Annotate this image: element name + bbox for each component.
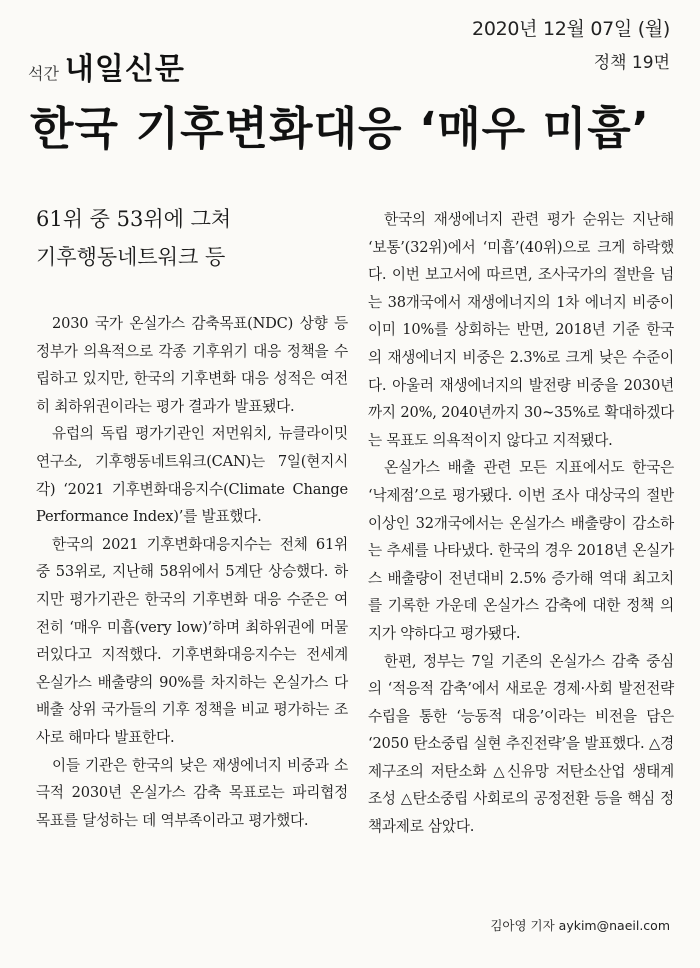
paragraph: 이들 기관은 한국의 낮은 재생에너지 비중과 소극적 2030년 온실가스 감축 목표로는 파리협정 목표를 달성하는 데 역부족이라고 평가했다. [36,756,348,829]
subheadline-line-2: 기후행동네트워크 등 [36,245,226,269]
byline: 김아영 기자 aykim@naeil.com [490,918,670,933]
paragraph: 한국의 재생에너지 관련 평가 순위는 지난해 ‘보통’(32위)에서 ‘미흡’(40위)으로 크게 하락했다. 이번 보고서에 따르면, 조사국가의 절반을 넘는 38개국에서 재생에너지의 1차 에너지 비중이 이미 10%를 상회하는 반면, 2018년 기준 한국의 재생에너지 비중은 2.3%로 크게 낮은 수준이다. 아울러 재생에너지의 발전량 비중을 2030년까지 20%, 2040년까지 30~35%로 확대하겠다는 목표도 의욕적이지 않다고 지적됐다. [368,211,674,449]
headline: 한국 기후변화대응 ‘매우 미흡’ [30,102,650,155]
masthead [28,44,185,88]
subheadline-line-1: 61위 중 53위에 그쳐 [36,207,232,231]
paragraph: 온실가스 배출 관련 모든 지표에서도 한국은 ‘낙제점’으로 평가됐다. 이번 조사 대상국의 절반 이상인 32개국에서는 온실가스 배출량이 감소하는 추세를 나타냈다. 한국의 경우 2018년 온실가스 배출량이 전년대비 2.5% 증가해 역대 최고치를 기록한 가운데 온실가스 감축에 대한 정책 의지가 약하다고 평가됐다. [368,459,674,642]
paragraph: 한국의 2021 기후변화대응지수는 전체 61위 중 53위로, 지난해 58위에서 5계단 상승했다. 하지만 평가기관은 한국의 기후변화 대응 수준은 여전히 ‘매우 미흡(very low)’하며 최하위권에 머물러있다고 지적했다. 기후변화대응지수는 전세계 온실가스 배출량의 90%를 차지하는 온실가스 다배출 상위 국가들의 기후 정책을 비교 평가하는 조사로 해마다 발표한다. [36,535,348,746]
subheadline [36,200,348,276]
edition-label: 석간 [28,64,59,83]
paragraph: 유럽의 독립 평가기관인 저먼워치, 뉴클라이밋연구소, 기후행동네트워크(CAN)는 7일(현지시각) ‘2021 기후변화대응지수(Climate Change Performance Index)’를 발표했다. [36,425,348,526]
newspaper-name: 내일신문 [64,52,185,87]
section-page: 정책 19면 [593,53,670,73]
paragraph: 2030 국가 온실가스 감축목표(NDC) 상향 등 정부가 의욕적으로 각종 기후위기 대응 정책을 수립하고 있지만, 한국의 기후변화 대응 성적은 여전히 최하위권이라는 평가 결과가 발표됐다. [36,315,348,415]
paragraph: 한편, 정부는 7일 기존의 온실가스 감축 중심의 ‘적응적 감축’에서 새로운 경제·사회 발전전략 수립을 통한 ‘능동적 대응’이라는 비전을 담은 ‘2050 탄소중립 실현 추진전략’을 발표했다. △경제구조의 저탄소화 △신유망 저탄소산업 생태계 조성 △탄소중립 사회로의 공정전환 등을 핵심 정책과제로 삼았다. [368,652,674,836]
article-column-left [36,310,348,834]
article-column-right [368,206,674,841]
publication-date: 2020년 12월 07일 (월) [472,18,670,40]
